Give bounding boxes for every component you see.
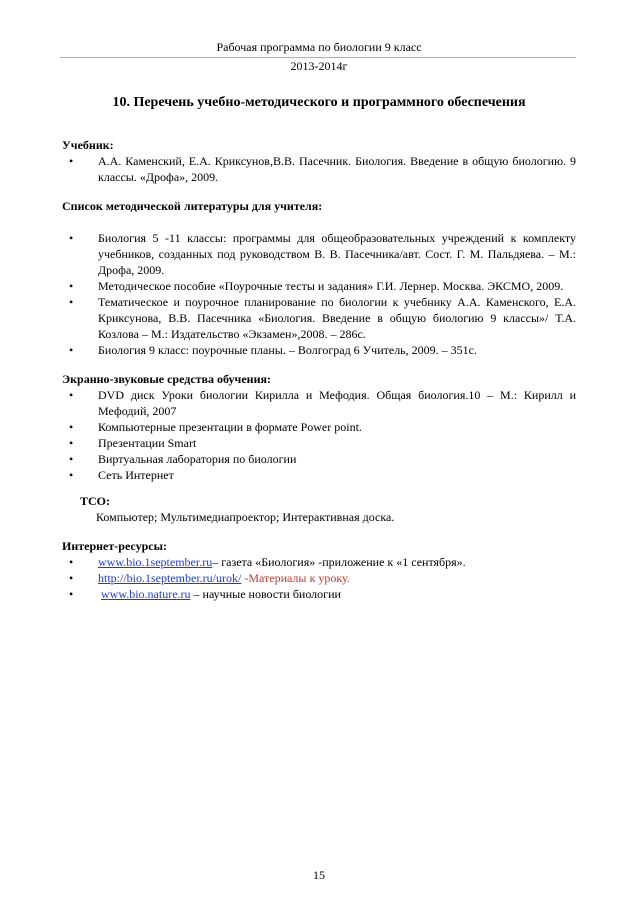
resource-link[interactable]: www.bio.nature.ru xyxy=(101,587,191,601)
list-item: • Биология 5 -11 классы: программы для общеобразовательных учреждений к комплекту учебников, созданных под руководством В. В. Пасечника/авт. Сост. Г. М. Пальдяева. – М.: Дрофа, 2009. xyxy=(62,230,576,278)
list-item: • DVD диск Уроки биологии Кирилла и Мефодия. Общая биология.10 – М.: Кирилл и Мефодий, 2007 xyxy=(62,387,576,419)
resource-link[interactable]: www.bio.1september.ru xyxy=(98,555,213,569)
resource-link[interactable]: http://bio.1september.ru/urok/ xyxy=(98,571,242,585)
textbook-list xyxy=(62,153,576,185)
list-item: • Сеть Интернет xyxy=(62,467,576,483)
internet-resources-list xyxy=(62,554,576,602)
resource-description: – газета «Биология» -приложение к «1 сентября». xyxy=(212,555,466,569)
document-body xyxy=(62,137,576,602)
section-title: 10. Перечень учебно-методического и программного обеспечения xyxy=(112,95,526,110)
internet-resources-heading: Интернет-ресурсы: xyxy=(62,539,167,553)
tso-heading: ТСО: xyxy=(80,494,110,508)
list-item: • Компьютерные презентации в формате Power point. xyxy=(62,419,576,435)
list-item xyxy=(62,570,576,586)
tso-equipment: Компьютер; Мультимедиапроектор; Интерактивная доска. xyxy=(96,510,395,524)
header-divider xyxy=(60,57,576,58)
page-number: 15 xyxy=(313,868,325,882)
av-media-list xyxy=(62,387,576,483)
list-item: • Методическое пособие «Поурочные тесты и задания» Г.И. Лернер. Москва. ЭКСМО, 2009. xyxy=(62,278,576,294)
teacher-literature-heading: Список методической литературы для учителя: xyxy=(62,199,323,213)
list-item xyxy=(62,554,576,570)
list-item: • А.А. Каменский, Е.А. Криксунов,В.В. Пасечник. Биология. Введение в общую биологию. 9 классы. «Дрофа», 2009. xyxy=(62,153,576,185)
page-header-year: 2013-2014г xyxy=(290,59,348,73)
list-item: • Тематическое и поурочное планирование по биологии к учебнику А.А. Каменского, Е.А. Криксунова, В.В. Пасечника «Биология. Введение в общую биологию 9 классы»/ Т.А. Козлова – М.: Издательство «Экзамен»,2008. – 286с. xyxy=(62,294,576,342)
textbook-heading: Учебник: xyxy=(62,138,114,152)
av-media-heading: Экранно-звуковые средства обучения: xyxy=(62,372,271,386)
teacher-literature-list xyxy=(62,230,576,358)
page-header-title: Рабочая программа по биологии 9 класс xyxy=(216,40,422,54)
list-item xyxy=(62,586,576,602)
resource-description: – научные новости биологии xyxy=(190,587,341,601)
list-item: • Виртуальная лаборатория по биологии xyxy=(62,451,576,467)
list-item: • Презентации Smart xyxy=(62,435,576,451)
list-item: • Биология 9 класс: поурочные планы. – Волгоград 6 Учитель, 2009. – 351с. xyxy=(62,342,576,358)
resource-description: -Материалы к уроку. xyxy=(241,571,350,585)
